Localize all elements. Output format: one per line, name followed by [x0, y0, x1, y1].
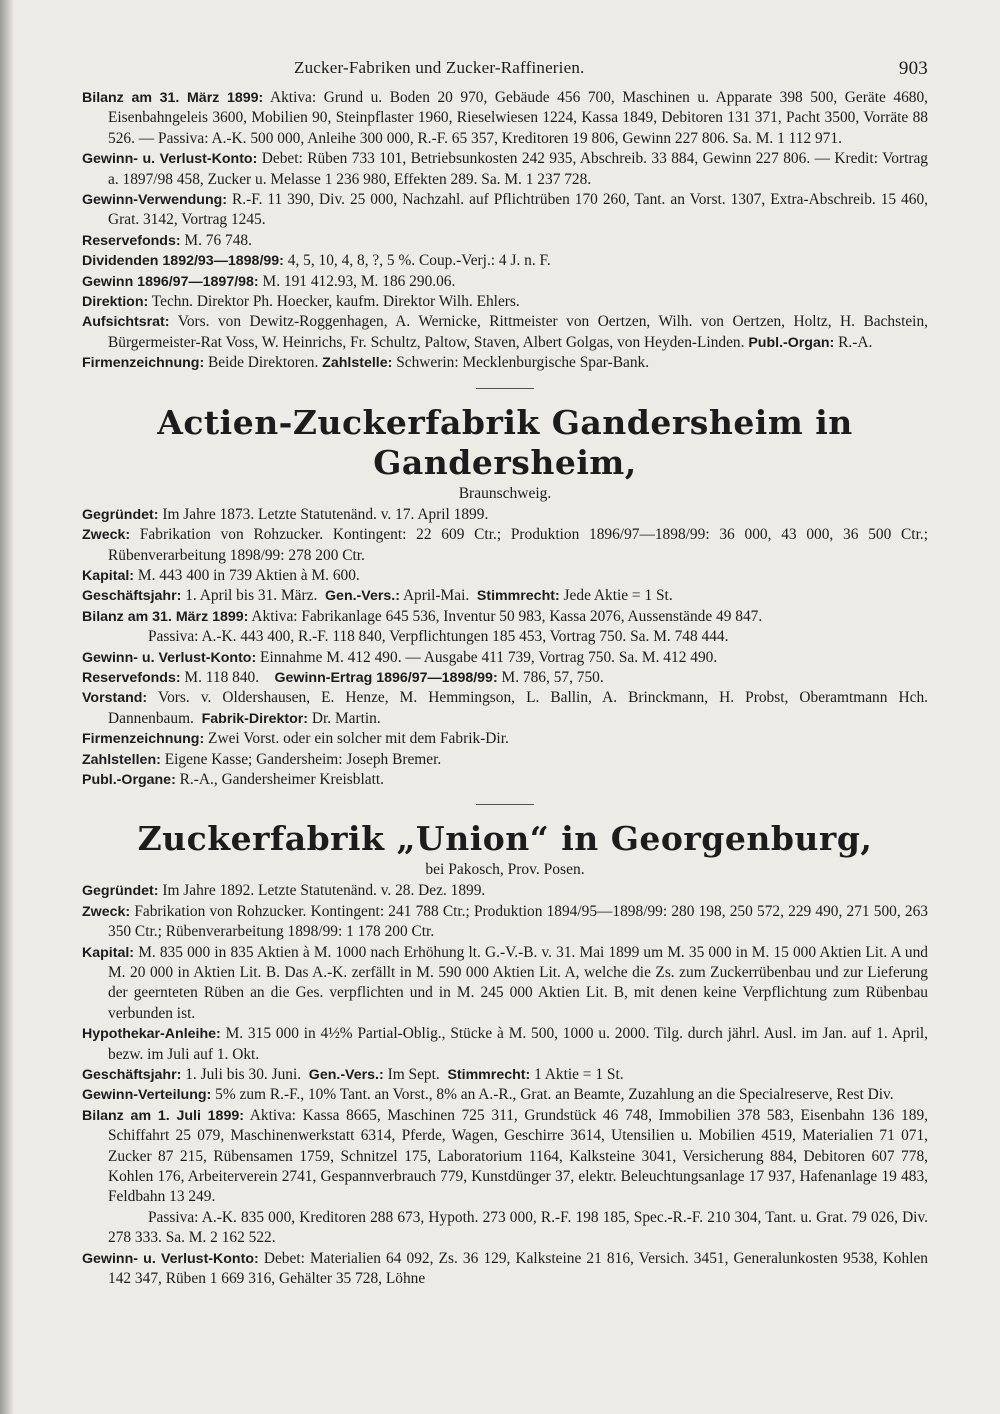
entry-geschaeftsjahr [82, 586, 928, 606]
entry-label: Bilanz am 31. März 1899: [82, 90, 264, 106]
entry-text: Passiva: A.-K. 835 000, Kreditoren 288 673, Hypoth. 273 000, R.-F. 198 185, Spec.-R.-F. 210 304, Tant. u. Grat. 79 026, Div. 278 333. Sa. M. 2 162 522. [108, 1208, 928, 1247]
entry-bilanz [82, 88, 928, 149]
entry-text: 1. Juli bis 30. Juni. [185, 1066, 302, 1084]
entry-bilanz [82, 607, 928, 627]
entry-guv [82, 1249, 928, 1290]
section-gandersheim [82, 403, 928, 791]
entry-kapital [82, 943, 928, 1025]
entry-label: Zahlstellen: [82, 751, 161, 768]
entry-label: Gewinn-Ertrag 1896/97—1898/99: [274, 669, 498, 686]
entry-text: Im Jahre 1873. Letzte Statutenänd. v. 17. April 1899. [162, 505, 489, 523]
entry-label: Direktion: [82, 294, 149, 311]
entry-text: Beide Direktoren. [208, 354, 319, 372]
entry-label: Gegründet: [82, 506, 159, 523]
entry-text: M. 786, 57, 750. [501, 668, 604, 686]
entry-label: Hypothekar-Anleihe: [82, 1026, 221, 1043]
entry-label: Bilanz am 1. Juli 1899: [82, 1107, 244, 1124]
entry-text: Fabrikation von Rohzucker. Kontingent: 241 788 Ctr.; Produktion 1894/95—1898/99: 280 198, 250 572, 229 490, 271 500, 263 350 Ctr.; Rübenverarbeitung 1898/99: 1 178 200 Ctr. [108, 902, 929, 941]
entry-label: Gewinn-Verwendung: [82, 192, 228, 209]
entry-text: M. 315 000 in 4½% Partial-Oblig., Stücke à M. 500, 1000 u. 2000. Tilg. durch jährl. Ausl. im Jan. auf 1. April, bezw. im Juli auf 1. Okt. [108, 1025, 928, 1063]
entry-text: R.-A., Gandersheimer Kreisblatt. [179, 770, 384, 788]
company-title: Zuckerfabrik „Union“ in Georgenburg, [137, 819, 873, 859]
entry-direktion [82, 292, 928, 312]
entry-label: Fabrik-Direktor: [201, 710, 309, 727]
entry-text: Aktiva: Kassa 8665, Maschinen 725 311, Grundstück 46 748, Immobilien 378 583, Eisenbahn 136 189, Schiffahrt 25 079, Maschinenwerkstatt 6314, Pferde, Wagen, Geschirre 3614, Utensilien u. Mobilien 4519, Materialien 71 071, Zucker 87 215, Rübensamen 1759, Schnitzel 175, Laboratorium 1164, Kalksteine 3041, Versicherung 884, Debitoren 607 778, Kohlen 176, Arbeiterverein 2741, Gespannverbrauch 779, Kunstdünger 37, elektr. Beleuchtungsanlage 17 937, Hafenanlage 19 483, Feldbahn 13 249. [108, 1106, 928, 1206]
entry-vorstand [82, 688, 928, 729]
entry-text: Einnahme M. 412 490. — Ausgabe 411 739, Vortrag 750. Sa. M. 412 490. [260, 648, 718, 666]
entry-text: Im Jahre 1892. Letzte Statutenänd. v. 28. Dez. 1899. [162, 882, 486, 900]
entry-label: Vorstand: [82, 690, 148, 707]
entry-text: M. 76 748. [184, 231, 252, 249]
entry-publ-organe [82, 770, 928, 790]
entry-zahlstellen [82, 750, 928, 770]
entry-text: Im Sept. [387, 1066, 440, 1084]
entry-firmenzeichnung [82, 729, 928, 749]
entry-text: Zwei Vorst. oder ein solcher mit dem Fabrik-Dir. [208, 730, 509, 748]
entry-reservefonds [82, 668, 928, 688]
section-previous-company [82, 88, 928, 374]
entry-label: Gewinn- u. Verlust-Konto: [82, 151, 258, 168]
entry-gegruendet [82, 505, 928, 525]
entry-text: Aktiva: Grund u. Boden 20 970, Gebäude 456 700, Maschinen u. Apparate 398 500, Geräte 4680, Eisenbahngeleis 3600, Mobilien 90, Steinpflaster 1960, Rieselwiesen 1224, Kassa 1849, Debitoren 131 371, Pacht 3500, Vorräte 88 526. — Passiva: A.-K. 500 000, Anleihe 300 000, R.-F. 65 357, Kreditoren 19 806, Gewinn 227 806. Sa. M. 1 112 971. [108, 89, 929, 147]
entry-text: Vors. v. Oldershausen, E. Henze, M. Hemmingson, L. Ballin, A. Brinckmann, H. Probst, Oberamtmann Hch. Dannenbaum. [108, 689, 928, 727]
entry-text: Jede Aktie = 1 St. [563, 587, 673, 605]
entry-gewinn-verteilung [82, 1085, 928, 1105]
section-divider [476, 804, 534, 805]
entry-guv [82, 648, 928, 668]
entry-hypothekar-anleihe [82, 1024, 928, 1065]
entry-bilanz-passiva [82, 1208, 928, 1249]
entry-text: R.-F. 11 390, Div. 25 000, Nachzahl. auf Pflichtrüben 170 260, Tant. an Vorst. 1307, Extra-Abschreib. 15 460, Grat. 3142, Vortrag 1245. [108, 191, 928, 229]
entry-label: Zweck: [82, 903, 131, 920]
page-gutter-shadow [0, 0, 14, 1414]
entry-label: Aufsichtsrat: [82, 314, 170, 331]
section-georgenburg [82, 819, 928, 1289]
entry-label: Kapital: [82, 944, 135, 961]
entry-label: Stimmrecht: [447, 1067, 531, 1084]
entry-label: Dividenden 1892/93—1898/99: [82, 253, 284, 270]
entry-label: Firmenzeichnung: [82, 731, 205, 748]
entry-label: Firmenzeichnung: [82, 355, 205, 372]
entry-text: Eigene Kasse; Gandersheim: Joseph Bremer. [164, 750, 442, 768]
entry-guv [82, 149, 928, 190]
entry-text: 4, 5, 10, 4, 8, ?, 5 %. Coup.-Verj.: 4 J. n. F. [287, 252, 551, 270]
entry-zweck [82, 525, 928, 566]
entry-text: M. 835 000 in 835 Aktien à M. 1000 nach Erhöhung lt. G.-V.-B. v. 31. Mai 1899 um M. 35 000 in M. 15 000 Aktien Lit. A und M. 20 000 in Aktien Lit. B. Das A.-K. zerfällt in M. 590 000 Aktien Lit. A, welche die Zs. zum Zuckerrübenbau und zur Lieferung der geernteten Rüben an die Ges. verpflichten und in M. 245 000 Aktien Lit. B, mit denen keine Verpflichtung zum Rübenbau verbunden ist. [108, 943, 928, 1022]
page-number: 903 [898, 58, 928, 79]
entry-label: Publ.-Organe: [82, 771, 176, 788]
entry-text: April-Mai. [402, 587, 470, 605]
entry-text: Debet: Materialien 64 092, Zs. 36 129, Kalksteine 21 816, Versich. 3451, Generalunkosten 9538, Kohlen 142 347, Rüben 1 669 316, Gehälter 35 728, Löhne [108, 1249, 928, 1288]
entry-text: 1 Aktie = 1 St. [534, 1066, 624, 1084]
company-location: bei Pakosch, Prov. Posen. [425, 861, 585, 879]
entry-label: Geschäftsjahr: [82, 588, 182, 605]
entry-gegruendet [82, 881, 928, 901]
company-title: Actien-Zuckerfabrik Gandersheim in Gandersheim, [157, 402, 853, 482]
entry-zweck [82, 902, 928, 943]
entry-text: M. 118 840. [184, 668, 260, 686]
entry-reservefonds [82, 231, 928, 251]
running-head [82, 58, 928, 88]
entry-label: Kapital: [82, 567, 135, 584]
entry-text: Vors. von Dewitz-Roggenhagen, A. Wernicke, Rittmeister von Oertzen, Wilh. von Oertzen, Holtz, H. Bachstein, Bürgermeister-Rat Voss, W. Heinrichs, Fr. Schultz, Paltow, Staven, Albert Golgas, von Heyden-Linden. [108, 313, 928, 351]
entry-label: Gen.-Vers.: [325, 588, 400, 605]
entry-dividenden [82, 251, 928, 271]
entry-gewinn-verwendung [82, 190, 928, 231]
section-divider [476, 388, 534, 389]
entry-bilanz-passiva [82, 627, 928, 647]
entry-label: Reservefonds: [82, 232, 181, 249]
entry-label: Geschäftsjahr: [82, 1067, 182, 1084]
entry-geschaeftsjahr [82, 1065, 928, 1085]
entry-aufsichtsrat [82, 312, 928, 353]
entry-label: Zweck: [82, 527, 131, 544]
entry-text: M. 191 412.93, M. 186 290.06. [262, 272, 456, 290]
entry-text: M. 443 400 in 739 Aktien à M. 600. [137, 566, 360, 584]
entry-text: Techn. Direktor Ph. Hoecker, kaufm. Direktor Wilh. Ehlers. [151, 293, 520, 311]
company-location: Braunschweig. [458, 484, 552, 502]
entry-text: Debet: Rüben 733 101, Betriebsunkosten 242 935, Abschreib. 33 884, Gewinn 227 806. — Kredit: Vortrag a. 1897/98 458, Zucker u. Melasse 1 236 980, Effekten 289. Sa. M. 1 237 728. [108, 150, 928, 188]
entry-label: Gewinn-Verteilung: [82, 1087, 212, 1104]
entry-firmenzeichnung [82, 353, 928, 373]
entry-tail-text: Schwerin: Mecklenburgische Spar-Bank. [396, 354, 650, 372]
entry-tail-label: Zahlstelle: [322, 355, 393, 372]
entry-label: Reservefonds: [82, 669, 181, 686]
entry-label: Gewinn 1896/97—1897/98: [82, 273, 259, 290]
entry-text: Passiva: A.-K. 443 400, R.-F. 118 840, Verpflichtungen 185 453, Vortrag 750. Sa. M. 748 444. [148, 628, 729, 646]
entry-kapital [82, 566, 928, 586]
running-head-title: Zucker-Fabriken und Zucker-Raffinerien. [294, 58, 585, 77]
entry-tail-label: Publ.-Organ: [748, 334, 835, 351]
entry-gewinn [82, 272, 928, 292]
entry-text: 5% zum R.-F., 10% Tant. an Vorst., 8% an A.-R., Grat. an Beamte, Zuzahlung an die Specialreserve, Rest Div. [215, 1086, 894, 1104]
entry-label: Gewinn- u. Verlust-Konto: [82, 649, 257, 666]
entry-bilanz [82, 1106, 928, 1208]
entry-label: Gewinn- u. Verlust-Konto: [82, 1250, 259, 1267]
entry-text: Dr. Martin. [311, 709, 381, 727]
entry-label: Gegründet: [82, 883, 159, 900]
entry-text: Fabrikation von Rohzucker. Kontingent: 22 609 Ctr.; Produktion 1896/97—1898/99: 36 000, 43 000, 36 500 Ctr.; Rübenverarbeitung 1898/99: 278 200 Ctr. [108, 526, 928, 564]
entry-text: 1. April bis 31. März. [185, 587, 318, 605]
entry-label: Stimmrecht: [476, 588, 560, 605]
entry-label: Gen.-Vers.: [308, 1067, 384, 1084]
entry-tail-text: R.-A. [838, 333, 873, 351]
entry-text: Aktiva: Fabrikanlage 645 536, Inventur 50 983, Kassa 2076, Aussenstände 49 847. [251, 607, 763, 625]
entry-label: Bilanz am 31. März 1899: [82, 608, 249, 625]
